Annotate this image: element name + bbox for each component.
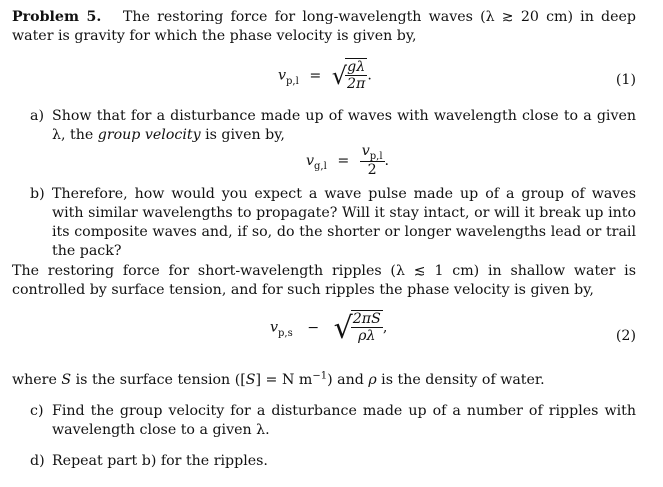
part-d: [30, 452, 636, 471]
part-d-text: Repeat part b) for the ripples.: [52, 453, 268, 469]
equation-2: $v_{p,s}$ − √ $\frac{2\pi S}{\rho\lambda}$ ,: [270, 310, 388, 346]
part-c: [30, 402, 636, 440]
part-a-label: a): [30, 108, 44, 124]
group-velocity-emph: group velocity: [97, 127, 201, 143]
part-c-text: Find the group velocity for a disturbance made up of a number of ripples with wavelength close to a given λ.: [52, 403, 636, 438]
ripples-intro: The restoring force for short-wavelength ripples (λ ≲ 1 cm) in shallow water is controlled by surface tension, and for such ripples the phase velocity is given by,: [12, 263, 636, 298]
problem-intro: [12, 8, 636, 46]
part-c-label: c): [30, 403, 44, 419]
sqrt-sign-icon: √: [331, 61, 348, 90]
part-b-label: b): [30, 186, 45, 202]
problem-label: Problem 5.: [12, 9, 102, 25]
part-b-text: Therefore, how would you expect a wave pulse made up of a group of waves with similar wavelengths to propagate? Will it stay intact, or will it break up into its composite waves and, if so, do the shorter or longer wavelengths lead or trail the pack?: [52, 186, 636, 259]
equation-1-number: (1): [615, 72, 636, 88]
part-b: [30, 185, 636, 261]
equation-1: $v_{p,l}$ = √ $\frac{g\lambda}{2\pi}$ .: [278, 59, 372, 92]
equation-2-number: (2): [615, 328, 636, 344]
equation-group-velocity: $v_{g,l}$ = $\frac{v_{p,l}}{2}$ .: [306, 143, 390, 178]
where-line: where S is the surface tension ([S] = N $m^{-1}$) and ρ is the density of water.: [12, 370, 545, 388]
part-a: a) Show that for a disturbance made up of waves with wavelength close to a given λ, the group velocity is given by,: [30, 108, 636, 143]
problem-intro-text: The restoring force for long-wavelength waves (λ ≳ 20 cm) in deep water is gravity for which the phase velocity is given by,: [12, 9, 636, 44]
sqrt-sign-icon: √: [333, 310, 353, 346]
part-d-label: d): [30, 453, 45, 469]
